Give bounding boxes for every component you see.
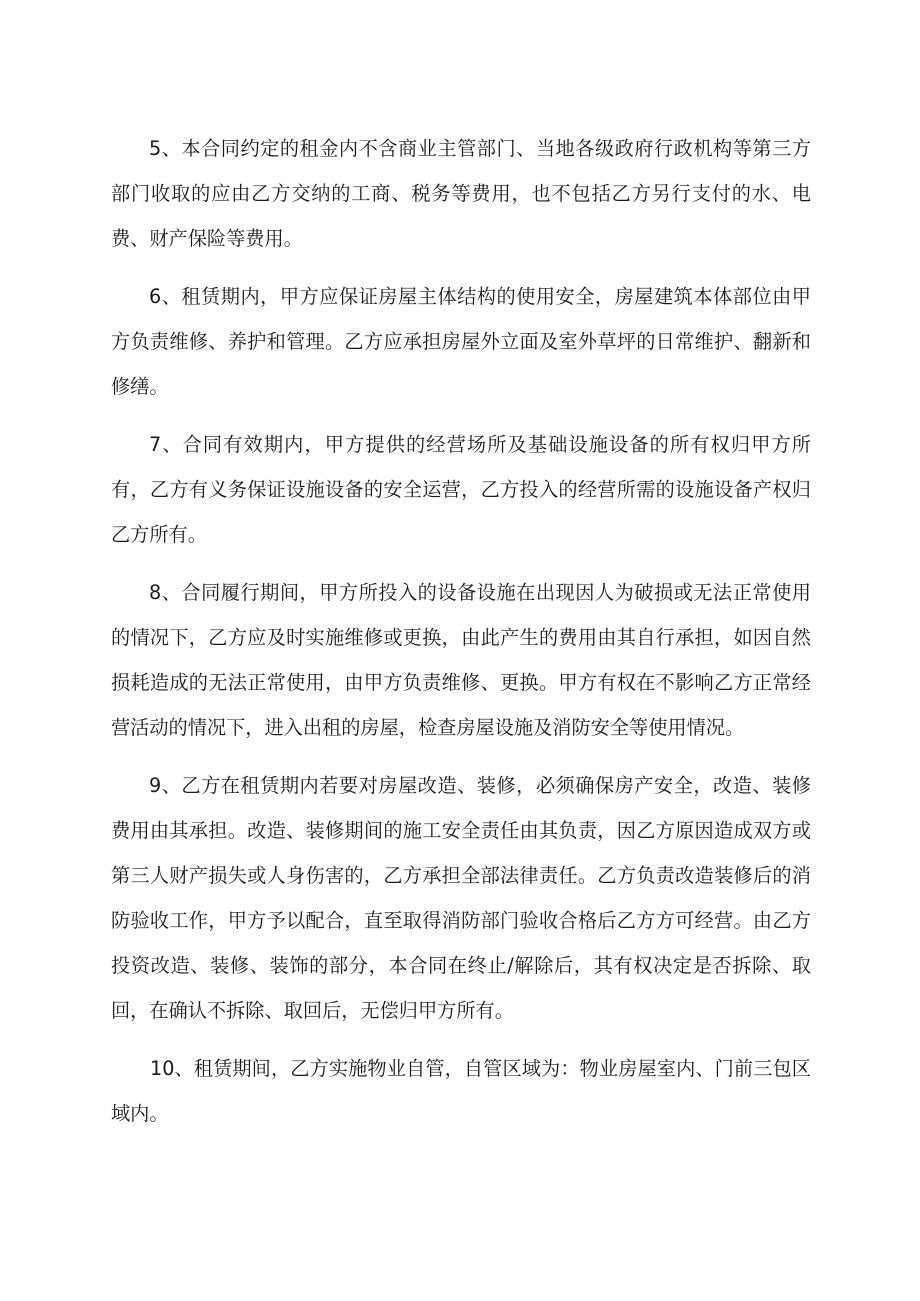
clause-9: 9、乙方在租赁期内若要对房屋改造、装修，必须确保房产安全，改造、装修费用由其承担。改造、装修期间的施工安全责任由其负责，因乙方原因造成双方或第三人财产损失或人身伤害的，乙方承担全部法律责任。乙方负责改造装修后的消防验收工作，甲方予以配合，直至取得消防部门验收合格后乙方方可经营。由乙方投资改造、装修、装饰的部分，本合同在终止/解除后，其有权决定是否拆除、取回，在确认不拆除、取回后，无偿归甲方所有。 <box>111 774 811 1022</box>
clause-5: 5、本合同约定的租金内不含商业主管部门、当地各级政府行政机构等第三方部门收取的应由乙方交纳的工商、税务等费用，也不包括乙方另行支付的水、电费、财产保险等费用。 <box>111 137 811 250</box>
clause-6: 6、租赁期内，甲方应保证房屋主体结构的使用安全，房屋建筑本体部位由甲方负责维修、养护和管理。乙方应承担房屋外立面及室外草坪的日常维护、翻新和修缮。 <box>111 285 811 398</box>
clause-10: 10、租赁期间，乙方实施物业自管，自管区域为：物业房屋室内、门前三包区域内。 <box>111 1057 811 1125</box>
clause-8: 8、合同履行期间，甲方所投入的设备设施在出现因人为破损或无法正常使用的情况下，乙方应及时实施维修或更换，由此产生的费用由其自行承担，如因自然损耗造成的无法正常使用，由甲方负责维修、更换。甲方有权在不影响乙方正常经营活动的情况下，进入出租的房屋，检查房屋设施及消防安全等使用情况。 <box>111 581 811 739</box>
document-body <box>111 126 811 1149</box>
clause-7: 7、合同有效期内，甲方提供的经营场所及基础设施设备的所有权归甲方所有，乙方有义务保证设施设备的安全运营，乙方投入的经营所需的设施设备产权归乙方所有。 <box>111 433 811 546</box>
